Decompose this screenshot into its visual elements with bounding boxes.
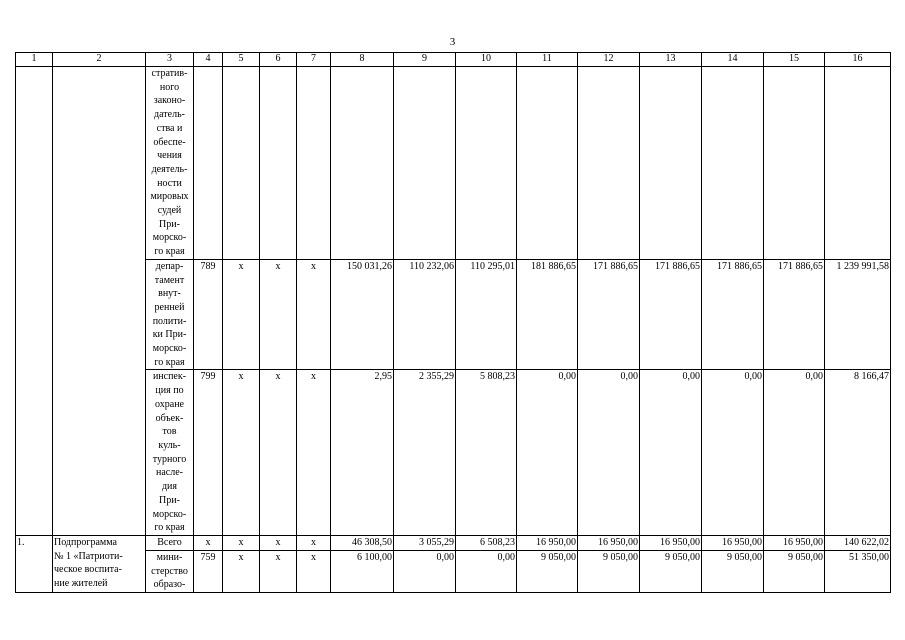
cell-value: 171 886,65 <box>578 259 640 370</box>
cell-number <box>16 67 53 536</box>
cell-value <box>825 67 891 260</box>
cell-value <box>578 67 640 260</box>
column-header: 12 <box>578 53 640 67</box>
cell-value: 9 050,00 <box>517 550 578 592</box>
column-header: 10 <box>456 53 517 67</box>
cell-x: x <box>223 370 260 535</box>
cell-code: 759 <box>194 550 223 592</box>
cell-value: 1 239 991,58 <box>825 259 891 370</box>
cell-value: 0,00 <box>702 370 764 535</box>
cell-value: 0,00 <box>394 550 456 592</box>
table-row <box>16 535 891 550</box>
table-row <box>16 67 891 260</box>
cell-value: 16 950,00 <box>764 535 825 550</box>
cell-executor: депар- тамент внут- ренней полити- ки При- морско- го края <box>146 259 194 370</box>
cell-value <box>394 67 456 260</box>
cell-value: 5 808,23 <box>456 370 517 535</box>
cell-executor: Всего <box>146 535 194 550</box>
cell-x: x <box>260 259 297 370</box>
cell-value: 171 886,65 <box>702 259 764 370</box>
cell-value: 0,00 <box>517 370 578 535</box>
cell-value <box>640 67 702 260</box>
cell-value: 6 508,23 <box>456 535 517 550</box>
cell-value: 150 031,26 <box>331 259 394 370</box>
cell-value <box>517 67 578 260</box>
header-row <box>16 53 891 67</box>
column-header: 1 <box>16 53 53 67</box>
cell-code: 789 <box>194 259 223 370</box>
column-header: 7 <box>297 53 331 67</box>
column-header: 3 <box>146 53 194 67</box>
cell-x <box>260 67 297 260</box>
column-header: 4 <box>194 53 223 67</box>
cell-x: x <box>223 535 260 550</box>
column-header: 2 <box>53 53 146 67</box>
table-row <box>16 259 891 370</box>
cell-value: 9 050,00 <box>764 550 825 592</box>
table-row <box>16 550 891 592</box>
column-header: 13 <box>640 53 702 67</box>
cell-value: 140 622,02 <box>825 535 891 550</box>
cell-value: 16 950,00 <box>640 535 702 550</box>
cell-x: x <box>223 550 260 592</box>
cell-x: x <box>260 550 297 592</box>
cell-value: 181 886,65 <box>517 259 578 370</box>
column-header: 8 <box>331 53 394 67</box>
cell-name: Подпрограмма № 1 «Патриоти- ческое воспита- ние жителей <box>53 535 146 592</box>
cell-x: x <box>297 535 331 550</box>
cell-value: 171 886,65 <box>640 259 702 370</box>
cell-value: 46 308,50 <box>331 535 394 550</box>
column-header: 11 <box>517 53 578 67</box>
cell-value: 51 350,00 <box>825 550 891 592</box>
cell-value: 8 166,47 <box>825 370 891 535</box>
cell-value <box>331 67 394 260</box>
cell-code: 799 <box>194 370 223 535</box>
cell-x <box>223 67 260 260</box>
cell-value: 9 050,00 <box>578 550 640 592</box>
cell-value: 0,00 <box>578 370 640 535</box>
page-number: 3 <box>449 36 456 48</box>
cell-value: 16 950,00 <box>517 535 578 550</box>
cell-value <box>764 67 825 260</box>
cell-value: 0,00 <box>764 370 825 535</box>
cell-x: x <box>297 259 331 370</box>
column-header: 9 <box>394 53 456 67</box>
column-header: 16 <box>825 53 891 67</box>
cell-value: 171 886,65 <box>764 259 825 370</box>
budget-table <box>15 52 891 593</box>
cell-x: x <box>260 535 297 550</box>
cell-x <box>297 67 331 260</box>
cell-x: x <box>297 550 331 592</box>
cell-x: x <box>194 535 223 550</box>
cell-x: x <box>297 370 331 535</box>
cell-value: 2 355,29 <box>394 370 456 535</box>
cell-executor: стратив- ного законо- датель- ства и обеспе- чения деятель- ности мировых судей При- морско- го края <box>146 67 194 260</box>
column-header: 5 <box>223 53 260 67</box>
cell-value: 110 232,06 <box>394 259 456 370</box>
column-header: 14 <box>702 53 764 67</box>
column-header: 6 <box>260 53 297 67</box>
cell-name <box>53 67 146 536</box>
cell-code <box>194 67 223 260</box>
cell-value: 6 100,00 <box>331 550 394 592</box>
table-row <box>16 370 891 535</box>
column-header: 15 <box>764 53 825 67</box>
cell-value: 110 295,01 <box>456 259 517 370</box>
cell-x: x <box>260 370 297 535</box>
cell-value: 2,95 <box>331 370 394 535</box>
cell-executor: инспек- ция по охране объек- тов куль- турного насле- дия При- морско- го края <box>146 370 194 535</box>
cell-value: 9 050,00 <box>702 550 764 592</box>
cell-value <box>456 67 517 260</box>
cell-value: 0,00 <box>640 370 702 535</box>
cell-value: 16 950,00 <box>578 535 640 550</box>
cell-x: x <box>223 259 260 370</box>
cell-number: 1. <box>16 535 53 592</box>
cell-executor: мини- стерство образо- <box>146 550 194 592</box>
cell-value <box>702 67 764 260</box>
cell-value: 0,00 <box>456 550 517 592</box>
cell-value: 3 055,29 <box>394 535 456 550</box>
cell-value: 16 950,00 <box>702 535 764 550</box>
cell-value: 9 050,00 <box>640 550 702 592</box>
